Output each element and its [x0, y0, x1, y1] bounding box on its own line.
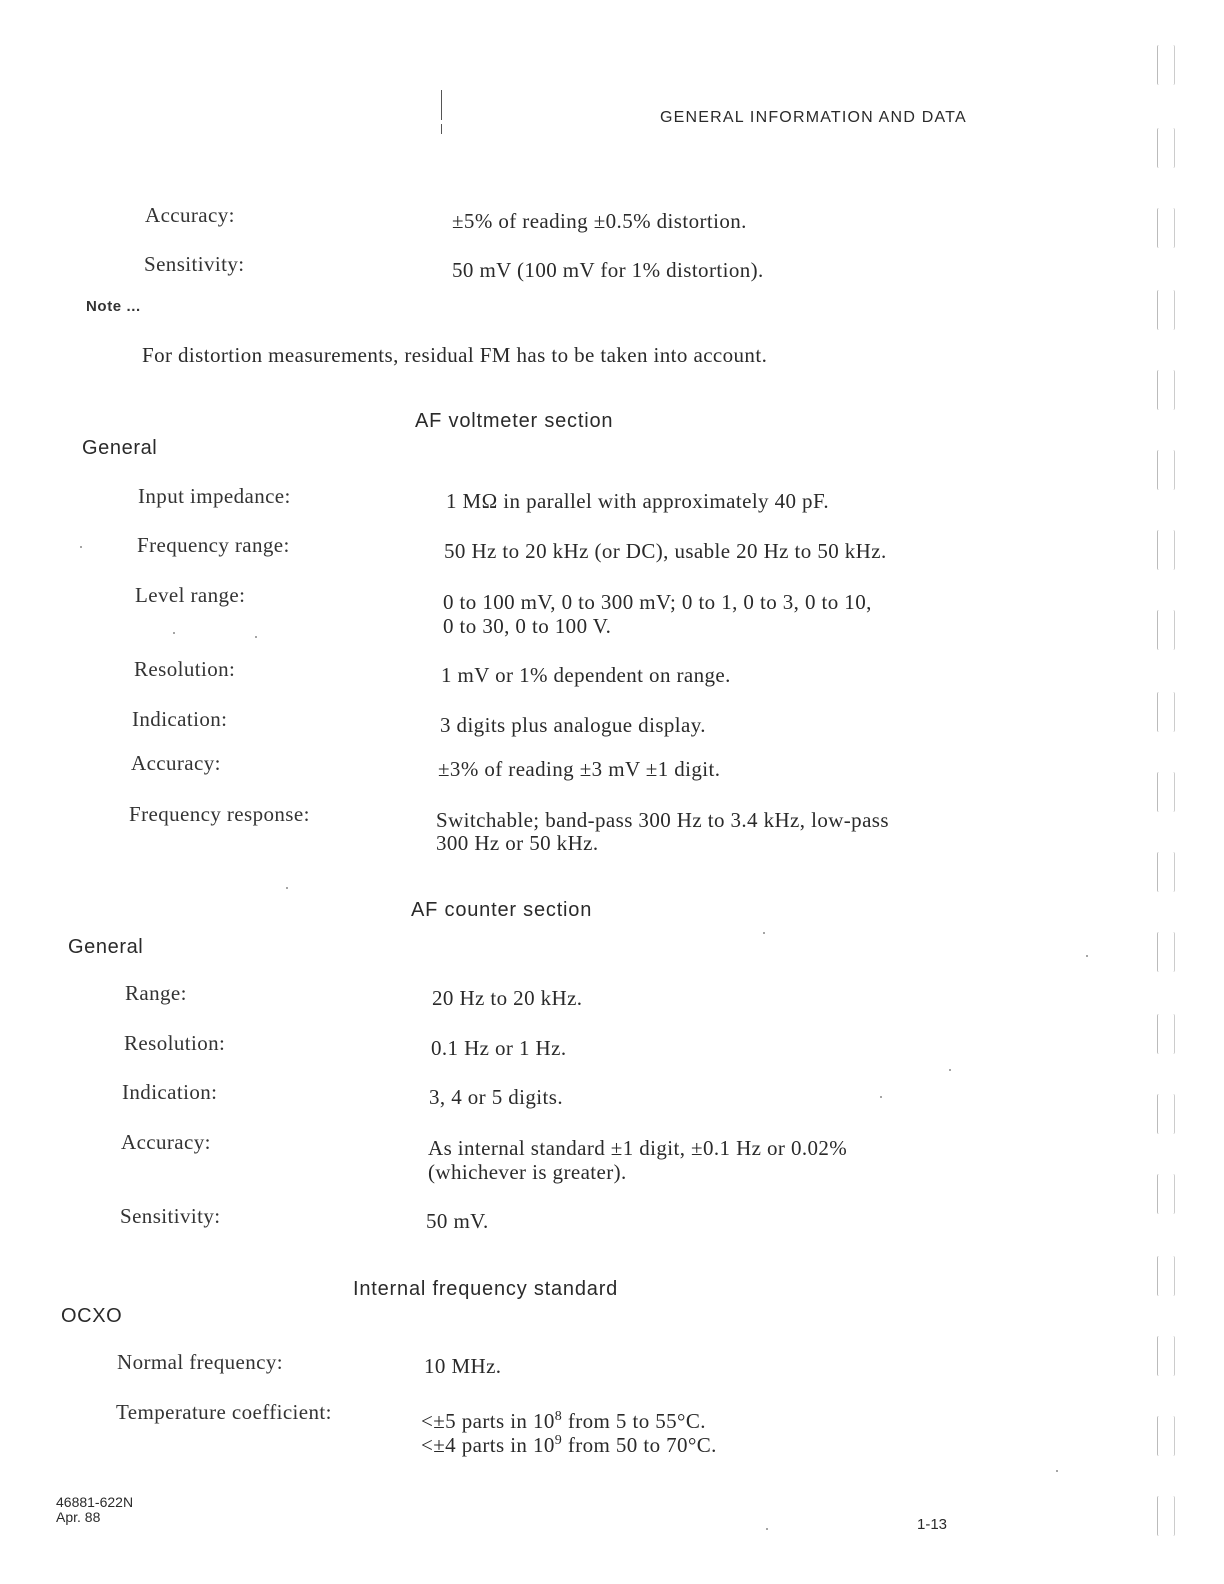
group-heading-general: General	[82, 437, 158, 459]
range-label: Range:	[125, 981, 187, 1005]
note-text: For distortion measurements, residual FM has to be taken into account.	[142, 343, 768, 367]
binder-hole	[1157, 1496, 1175, 1536]
accuracy-counter-value-line2: (whichever is greater).	[428, 1160, 627, 1184]
level-range-value-line2: 0 to 30, 0 to 100 V.	[443, 614, 612, 638]
sensitivity-counter-label: Sensitivity:	[120, 1204, 221, 1228]
binder-hole	[1157, 290, 1175, 330]
running-header: GENERAL INFORMATION AND DATA	[660, 109, 967, 126]
scan-speck	[286, 887, 288, 889]
resolution-label: Resolution:	[134, 657, 236, 681]
temp-coef-exponent-2: 9	[554, 1433, 563, 1448]
resolution-counter-value: 0.1 Hz or 1 Hz.	[431, 1036, 567, 1060]
group-heading-general: General	[68, 936, 144, 958]
binder-hole	[1157, 1336, 1175, 1376]
binder-hole	[1157, 450, 1175, 490]
frequency-response-label: Frequency response:	[129, 802, 310, 826]
note-label: Note ...	[86, 298, 141, 315]
temp-coef-text-2: <±4 parts in 10	[421, 1433, 555, 1457]
scan-speck	[763, 932, 765, 934]
binder-hole	[1157, 530, 1175, 570]
scan-speck	[1086, 955, 1088, 957]
input-impedance-value: 1 MΩ in parallel with approximately 40 pF.	[446, 489, 829, 513]
margin-mark	[441, 90, 442, 120]
section-title-af-counter: AF counter section	[411, 899, 593, 921]
binder-hole	[1157, 370, 1175, 410]
accuracy-counter-label: Accuracy:	[121, 1130, 211, 1154]
scan-speck	[766, 1528, 768, 1530]
temp-coef-text-1b: from 5 to 55°C.	[562, 1409, 706, 1433]
temp-coef-text-2b: from 50 to 70°C.	[562, 1433, 717, 1457]
resolution-counter-label: Resolution:	[124, 1031, 226, 1055]
accuracy-counter-value-line1: As internal standard ±1 digit, ±0.1 Hz or 0.02%	[428, 1136, 848, 1160]
scan-speck	[949, 1069, 951, 1071]
accuracy-value: ±5% of reading ±0.5% distortion.	[452, 209, 747, 233]
sensitivity-value: 50 mV (100 mV for 1% distortion).	[452, 258, 764, 282]
binder-hole	[1157, 1416, 1175, 1456]
scan-speck	[1056, 1470, 1058, 1472]
frequency-response-value-line1: Switchable; band-pass 300 Hz to 3.4 kHz, low-pass	[436, 808, 889, 832]
binder-hole	[1157, 1256, 1175, 1296]
indication-counter-label: Indication:	[122, 1080, 218, 1104]
scan-speck	[173, 632, 175, 634]
binder-hole	[1157, 1094, 1175, 1134]
level-range-label: Level range:	[135, 583, 246, 607]
normal-frequency-value: 10 MHz.	[424, 1354, 502, 1378]
binder-hole	[1157, 932, 1175, 972]
binder-hole	[1157, 852, 1175, 892]
frequency-range-label: Frequency range:	[137, 533, 290, 557]
binder-hole	[1157, 128, 1175, 168]
frequency-response-value-line2: 300 Hz or 50 kHz.	[436, 831, 599, 855]
normal-frequency-label: Normal frequency:	[117, 1350, 283, 1374]
range-value: 20 Hz to 20 kHz.	[432, 986, 583, 1010]
level-range-value-line1: 0 to 100 mV, 0 to 300 mV; 0 to 1, 0 to 3, 0 to 10,	[443, 590, 872, 614]
temperature-coefficient-label: Temperature coefficient:	[116, 1400, 332, 1424]
binder-hole	[1157, 1014, 1175, 1054]
frequency-range-value: 50 Hz to 20 kHz (or DC), usable 20 Hz to 50 kHz.	[444, 539, 887, 563]
section-title-internal-standard: Internal frequency standard	[353, 1278, 619, 1300]
temp-coef-text-1: <±5 parts in 10	[421, 1409, 555, 1433]
section-title-af-voltmeter: AF voltmeter section	[415, 410, 614, 432]
temp-coef-exponent-1: 8	[554, 1409, 563, 1424]
binder-hole	[1157, 610, 1175, 650]
sensitivity-counter-value: 50 mV.	[426, 1209, 489, 1233]
binder-hole	[1157, 1174, 1175, 1214]
indication-label: Indication:	[132, 707, 228, 731]
indication-counter-value: 3, 4 or 5 digits.	[429, 1085, 563, 1109]
indication-value: 3 digits plus analogue display.	[440, 713, 706, 737]
document-date: Apr. 88	[56, 1509, 101, 1525]
group-heading-ocxo: OCXO	[61, 1305, 123, 1327]
binder-hole	[1157, 208, 1175, 248]
document-number: 46881-622N	[56, 1494, 134, 1510]
scan-speck	[255, 636, 257, 638]
temperature-coefficient-value-line2	[421, 1429, 717, 1457]
accuracy-voltmeter-value: ±3% of reading ±3 mV ±1 digit.	[438, 757, 721, 781]
input-impedance-label: Input impedance:	[138, 484, 291, 508]
accuracy-voltmeter-label: Accuracy:	[131, 751, 221, 775]
scan-speck	[80, 546, 82, 548]
binder-hole	[1157, 692, 1175, 732]
margin-mark	[441, 124, 442, 134]
scan-speck	[880, 1096, 882, 1098]
binder-hole	[1157, 45, 1175, 85]
accuracy-label: Accuracy:	[145, 203, 235, 227]
page-number: 1-13	[917, 1516, 948, 1533]
sensitivity-label: Sensitivity:	[144, 252, 245, 276]
binder-hole	[1157, 772, 1175, 812]
resolution-value: 1 mV or 1% dependent on range.	[441, 663, 731, 687]
